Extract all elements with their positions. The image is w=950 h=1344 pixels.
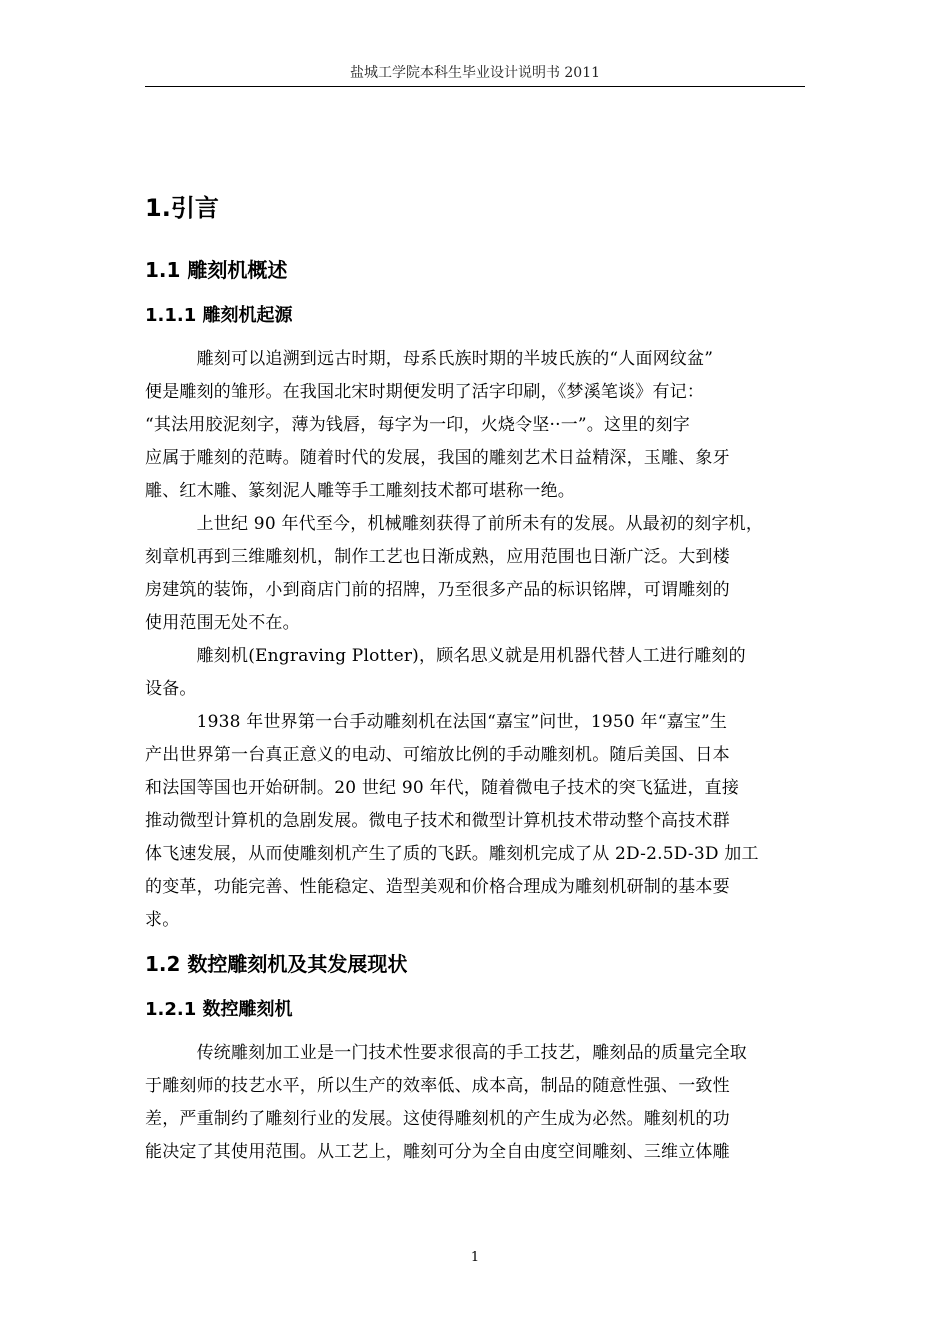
paragraph-line: “其法用胶泥刻字，薄为钱唇，每字为一印，火烧令坚··一”。这里的刻字 (145, 415, 690, 435)
paragraph-line: 推动微型计算机的急剧发展。微电子技术和微型计算机技术带动整个高技术群 (145, 811, 730, 831)
paragraph-line: 和法国等国也开始研制。20 世纪 90 年代，随着微电子技术的突飞猛进，直接 (145, 778, 740, 798)
section-heading-1-2-1: 1.2.1 数控雕刻机 (145, 999, 293, 1020)
paragraph-line: 雕刻机(Engraving Plotter)，顾名思义就是用机器代替人工进行雕刻的 (145, 646, 746, 666)
paragraph-line: 房建筑的装饰，小到商店门前的招牌，乃至很多产品的标识铭牌，可谓雕刻的 (145, 580, 730, 600)
paragraph-origin-2 (145, 508, 805, 640)
paragraph-line: 体飞速发展，从而使雕刻机产生了质的飞跃。雕刻机完成了从 2D-2.5D-3D 加工 (145, 844, 759, 864)
paragraph-line: 1938 年世界第一台手动雕刻机在法国“嘉宝”问世，1950 年“嘉宝”生 (145, 712, 728, 732)
paragraph-line: 设备。 (145, 679, 197, 699)
paragraph-line: 的变革，功能完善、性能稳定、造型美观和价格合理成为雕刻机研制的基本要 (145, 877, 730, 897)
paragraph-origin-1 (145, 343, 805, 508)
paragraph-line: 差，严重制约了雕刻行业的发展。这使得雕刻机的产生成为必然。雕刻机的功 (145, 1109, 730, 1129)
paragraph-line: 使用范围无处不在。 (145, 613, 300, 633)
section-heading-1-1: 1.1 雕刻机概述 (145, 258, 288, 282)
section-heading-1-1-1: 1.1.1 雕刻机起源 (145, 305, 293, 326)
paragraph-line: 传统雕刻加工业是一门技术性要求很高的手工技艺，雕刻品的质量完全取 (145, 1043, 747, 1063)
page-header: 盐城工学院本科生毕业设计说明书 2011 (349, 65, 601, 81)
page-number: 1 (470, 1250, 480, 1265)
paragraph-cnc-1 (145, 1037, 805, 1169)
paragraph-line: 应属于雕刻的范畴。随着时代的发展，我国的雕刻艺术日益精深，玉雕、象牙 (145, 448, 730, 468)
header-rule (145, 86, 805, 87)
paragraph-origin-3 (145, 640, 805, 706)
paragraph-line: 产出世界第一台真正意义的电动、可缩放比例的手动雕刻机。随后美国、日本 (145, 745, 730, 765)
paragraph-line: 雕刻可以追溯到远古时期，母系氏族时期的半坡氏族的“人面网纹盆” (145, 349, 714, 369)
paragraph-line: 能决定了其使用范围。从工艺上，雕刻可分为全自由度空间雕刻、三维立体雕 (145, 1142, 730, 1162)
paragraph-line: 雕、红木雕、篆刻泥人雕等手工雕刻技术都可堪称一绝。 (145, 481, 575, 501)
paragraph-line: 便是雕刻的雏形。在我国北宋时期便发明了活字印刷，《梦溪笔谈》有记： (145, 382, 705, 402)
paragraph-origin-4 (145, 706, 805, 937)
paragraph-line: 刻章机再到三维雕刻机，制作工艺也日渐成熟，应用范围也日渐广泛。大到楼 (145, 547, 730, 567)
section-heading-1-2: 1.2 数控雕刻机及其发展现状 (145, 952, 408, 976)
paragraph-line: 于雕刻师的技艺水平，所以生产的效率低、成本高，制品的随意性强、一致性 (145, 1076, 730, 1096)
paragraph-line: 上世纪 90 年代至今，机械雕刻获得了前所未有的发展。从最初的刻字机， (145, 514, 764, 534)
paragraph-line: 求。 (145, 910, 180, 930)
chapter-title: 1.引言 (145, 194, 219, 222)
